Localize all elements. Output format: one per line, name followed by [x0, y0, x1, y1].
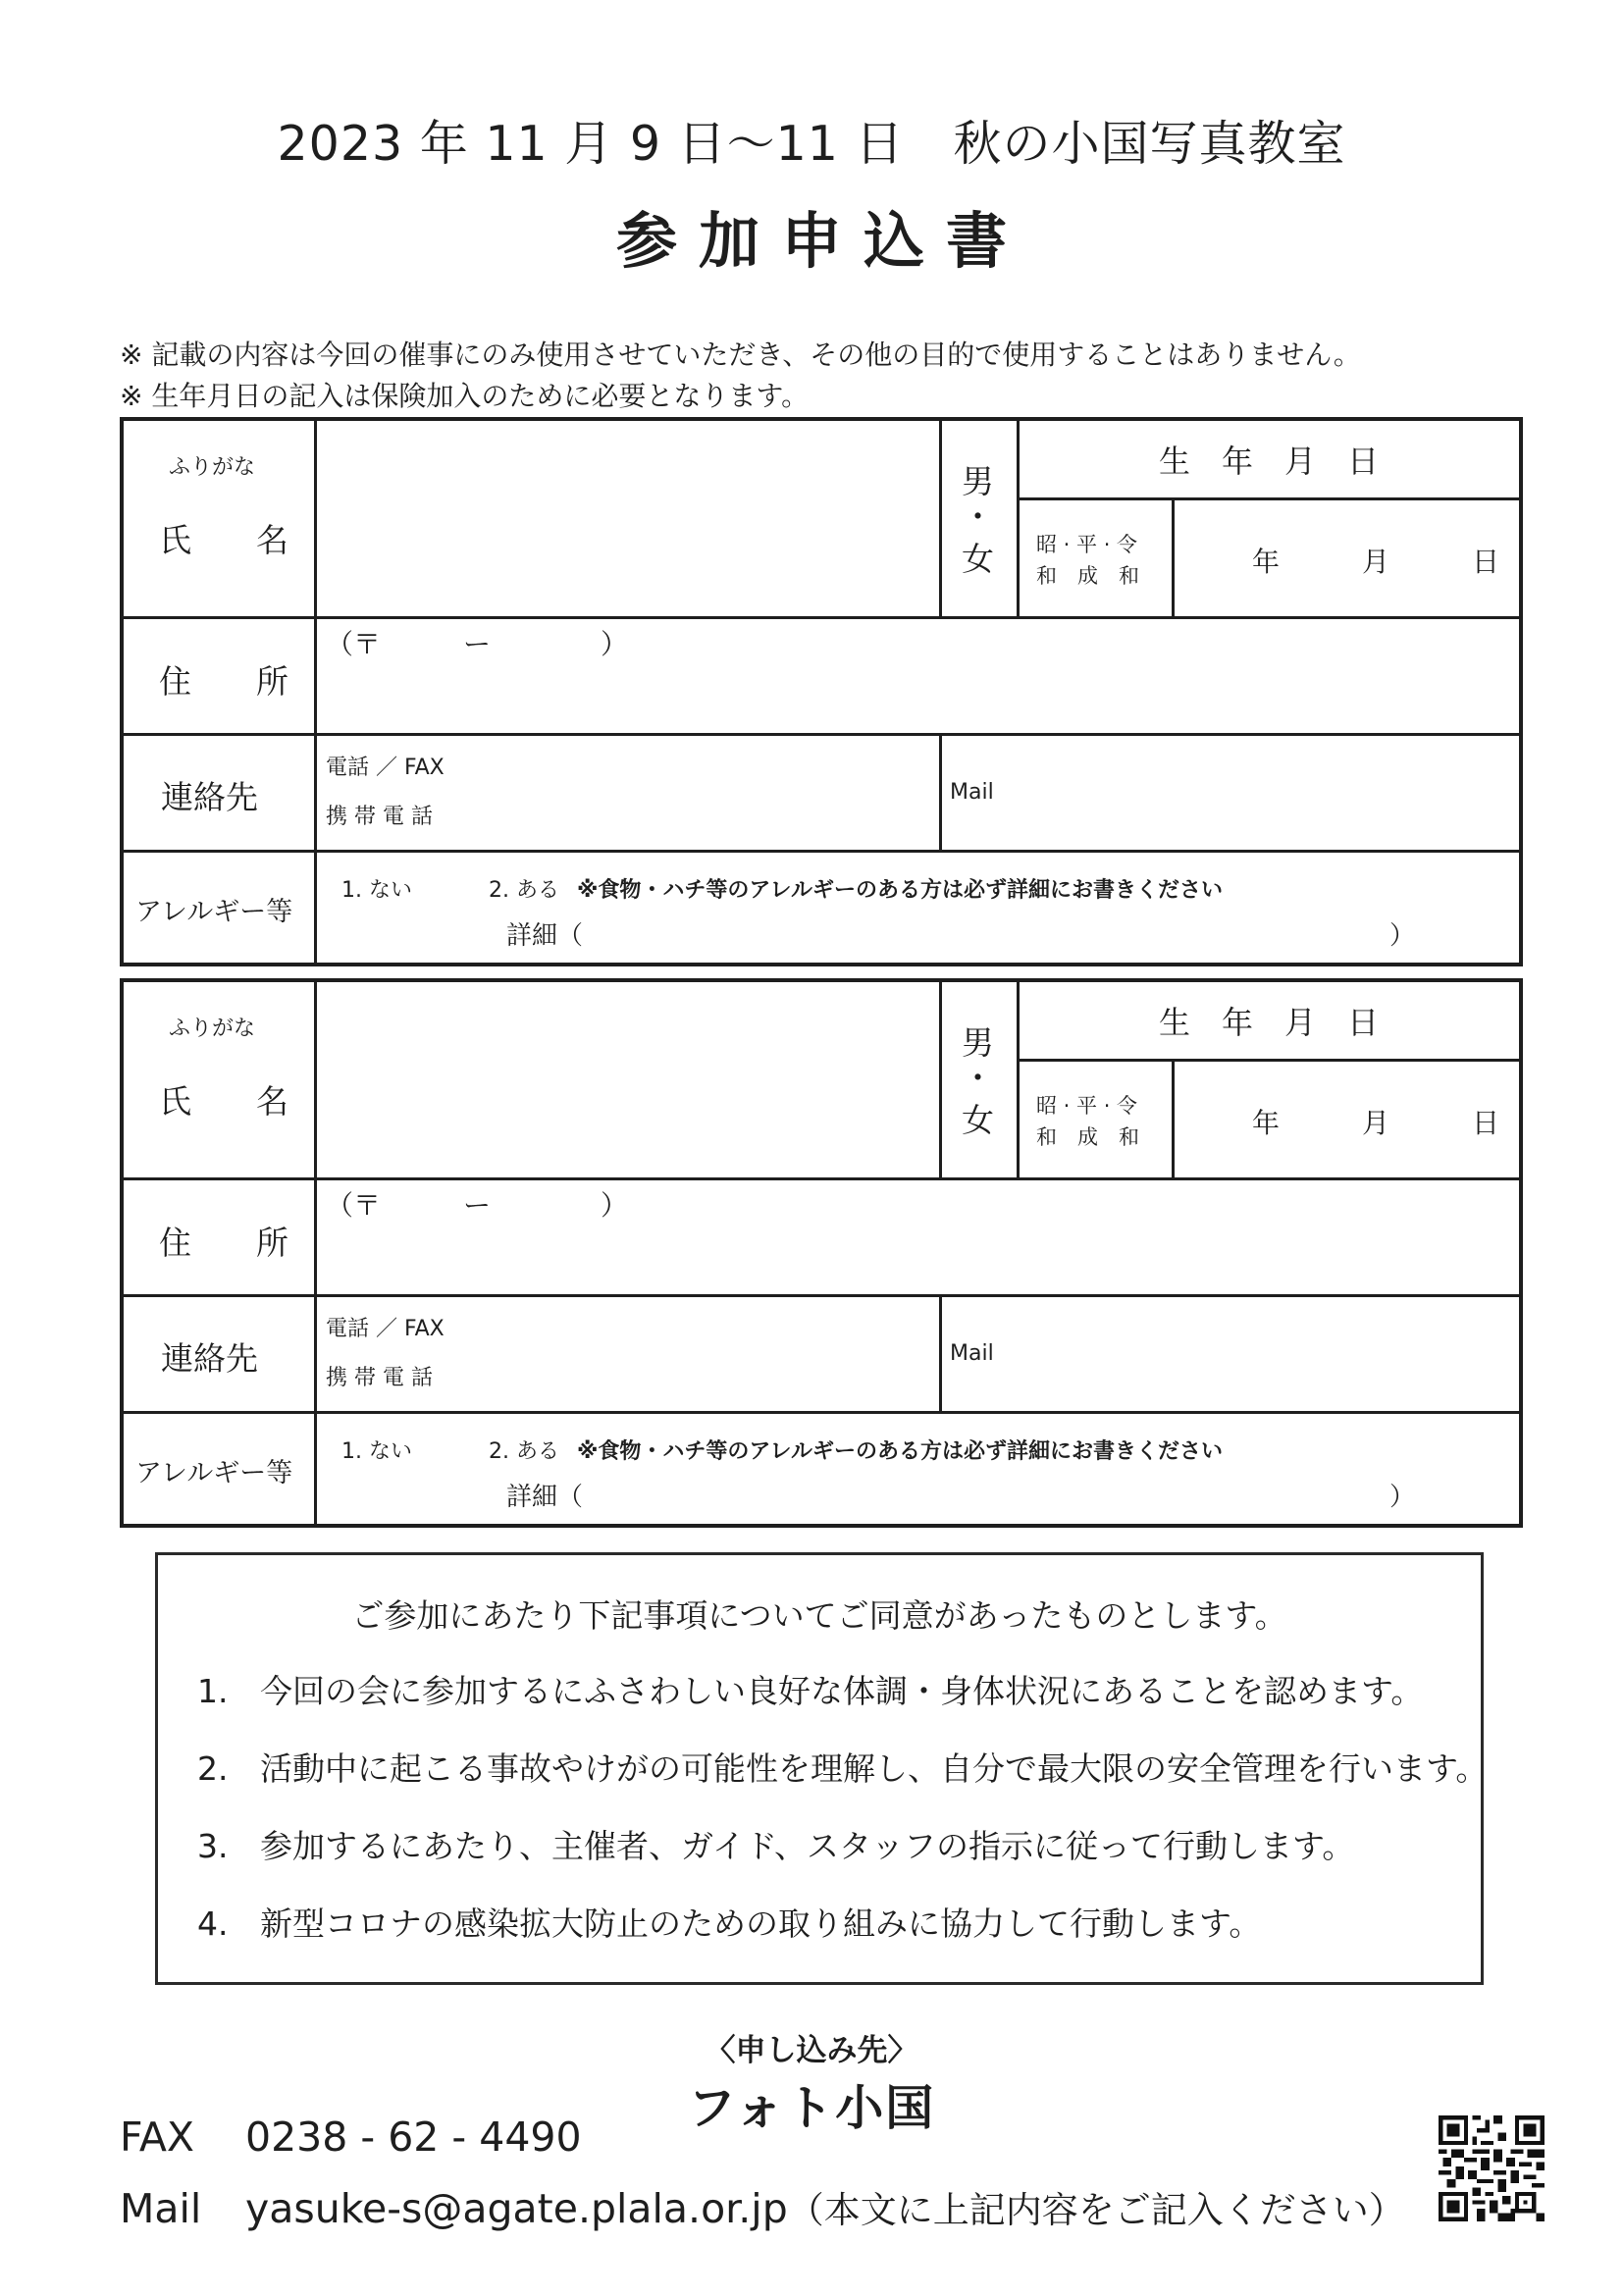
- consent-item-number: 4.: [197, 1905, 229, 1943]
- detail-open[interactable]: 詳細（: [506, 1483, 584, 1512]
- qr-code-icon[interactable]: [1439, 2115, 1544, 2221]
- address-label: 住 所: [159, 662, 288, 701]
- mobile-label[interactable]: 携 帯 電 話: [326, 805, 433, 829]
- sex-female[interactable]: 女: [962, 540, 994, 578]
- name-label: 氏 名: [159, 521, 288, 559]
- allergy-option-none[interactable]: 1. ない: [341, 1439, 412, 1464]
- contact-label: 連絡先: [161, 778, 258, 816]
- consent-item-text: 参加するにあたり、主催者、ガイド、スタッフの指示に従って行動します。: [260, 1827, 1355, 1865]
- destination-name: フォト小国: [687, 2080, 936, 2136]
- era-bottom[interactable]: 和 成 和: [1036, 1125, 1139, 1149]
- allergy-option-yes[interactable]: 2. ある: [489, 1439, 559, 1464]
- birth-day-label: 日: [1472, 546, 1500, 578]
- name-label: 氏 名: [159, 1082, 288, 1121]
- name-field[interactable]: [317, 984, 937, 1176]
- phone-fax-label[interactable]: 電話 ／ FAX: [326, 756, 445, 780]
- detail-open[interactable]: 詳細（: [506, 921, 584, 951]
- name-field[interactable]: [317, 423, 937, 615]
- era-bottom[interactable]: 和 成 和: [1036, 564, 1139, 588]
- detail-close: ）: [1389, 1483, 1416, 1512]
- mail-line: [120, 2180, 1405, 2233]
- allergy-label: アレルギー等: [135, 1458, 293, 1488]
- fax-number: 0238 - 62 - 4490: [245, 2113, 582, 2161]
- birthdate-header: 生 年 月 日: [1158, 1004, 1379, 1041]
- privacy-note: ※ 記載の内容は今回の催事にのみ使用させていただき、その他の目的で使用することはありません。: [120, 339, 1361, 371]
- sex-female[interactable]: 女: [962, 1101, 994, 1139]
- consent-box: [155, 1552, 1489, 1985]
- mail-label[interactable]: Mail: [950, 780, 994, 805]
- postal-code-field[interactable]: （〒 ー ）: [326, 1189, 629, 1222]
- allergy-label: アレルギー等: [135, 897, 293, 927]
- birthdate-header: 生 年 月 日: [1158, 443, 1379, 480]
- allergy-note: ※食物・ハチ等のアレルギーのある方は必ず詳細にお書きください: [577, 878, 1223, 903]
- event-title: 2023 年 11 月 9 日〜11 日 秋の小国写真教室: [277, 116, 1346, 172]
- birth-day-label: 日: [1472, 1107, 1500, 1139]
- furigana-label: ふりがな: [169, 1017, 256, 1041]
- form-title: 参加申込書: [615, 205, 1028, 277]
- consent-item: [197, 1666, 1423, 1712]
- fax-label: FAX: [120, 2113, 194, 2161]
- insurance-note: ※ 生年月日の記入は保険加入のために必要となります。: [120, 380, 810, 412]
- sex-male[interactable]: 男: [962, 1023, 994, 1062]
- mail-label: Mail: [120, 2185, 202, 2232]
- consent-item: [197, 1899, 1261, 1945]
- era-top[interactable]: 昭 · 平 · 令: [1036, 1094, 1138, 1118]
- allergy-option-yes[interactable]: 2. ある: [489, 878, 559, 903]
- birth-month-label: 月: [1362, 1107, 1390, 1139]
- address-label: 住 所: [159, 1224, 288, 1262]
- consent-intro: ご参加にあたり下記事項についてご同意があったものとします。: [351, 1596, 1287, 1635]
- detail-close: ）: [1389, 921, 1416, 951]
- mail-label[interactable]: Mail: [950, 1341, 994, 1366]
- allergy-note: ※食物・ハチ等のアレルギーのある方は必ず詳細にお書きください: [577, 1439, 1223, 1464]
- furigana-label: ふりがな: [169, 455, 256, 480]
- sex-separator: ・: [962, 1059, 994, 1097]
- birth-year-label: 年: [1252, 546, 1281, 578]
- allergy-option-none[interactable]: 1. ない: [341, 878, 412, 903]
- destination-heading: 〈申し込み先〉: [705, 2033, 918, 2068]
- consent-item-text: 新型コロナの感染拡大防止のための取り組みに協力して行動します。: [260, 1905, 1262, 1943]
- mail-address[interactable]: yasuke-s@agate.plala.or.jp: [245, 2185, 788, 2232]
- birth-month-label: 月: [1362, 546, 1390, 578]
- mail-note: （本文に上記内容をご記入ください）: [787, 2189, 1405, 2231]
- consent-item-number: 1.: [197, 1672, 229, 1710]
- fax-line: [120, 2113, 582, 2161]
- consent-item-text: 活動中に起こる事故やけがの可能性を理解し、自分で最大限の安全管理を行います。: [260, 1749, 1489, 1788]
- consent-item-number: 3.: [197, 1827, 229, 1865]
- consent-item-text: 今回の会に参加するにふさわしい良好な体調・身体状況にあることを認めます。: [260, 1672, 1424, 1710]
- sex-separator: ・: [962, 497, 994, 536]
- era-top[interactable]: 昭 · 平 · 令: [1036, 533, 1138, 556]
- mobile-label[interactable]: 携 帯 電 話: [326, 1366, 433, 1390]
- consent-item: [197, 1821, 1354, 1867]
- sex-male[interactable]: 男: [962, 462, 994, 500]
- entry-form-2: [120, 978, 1523, 1528]
- birth-year-label: 年: [1252, 1107, 1281, 1139]
- contact-label: 連絡先: [161, 1339, 258, 1378]
- consent-item: [197, 1744, 1488, 1790]
- consent-item-number: 2.: [197, 1749, 229, 1788]
- entry-form-1: [120, 417, 1523, 966]
- postal-code-field[interactable]: （〒 ー ）: [326, 628, 629, 660]
- phone-fax-label[interactable]: 電話 ／ FAX: [326, 1317, 445, 1341]
